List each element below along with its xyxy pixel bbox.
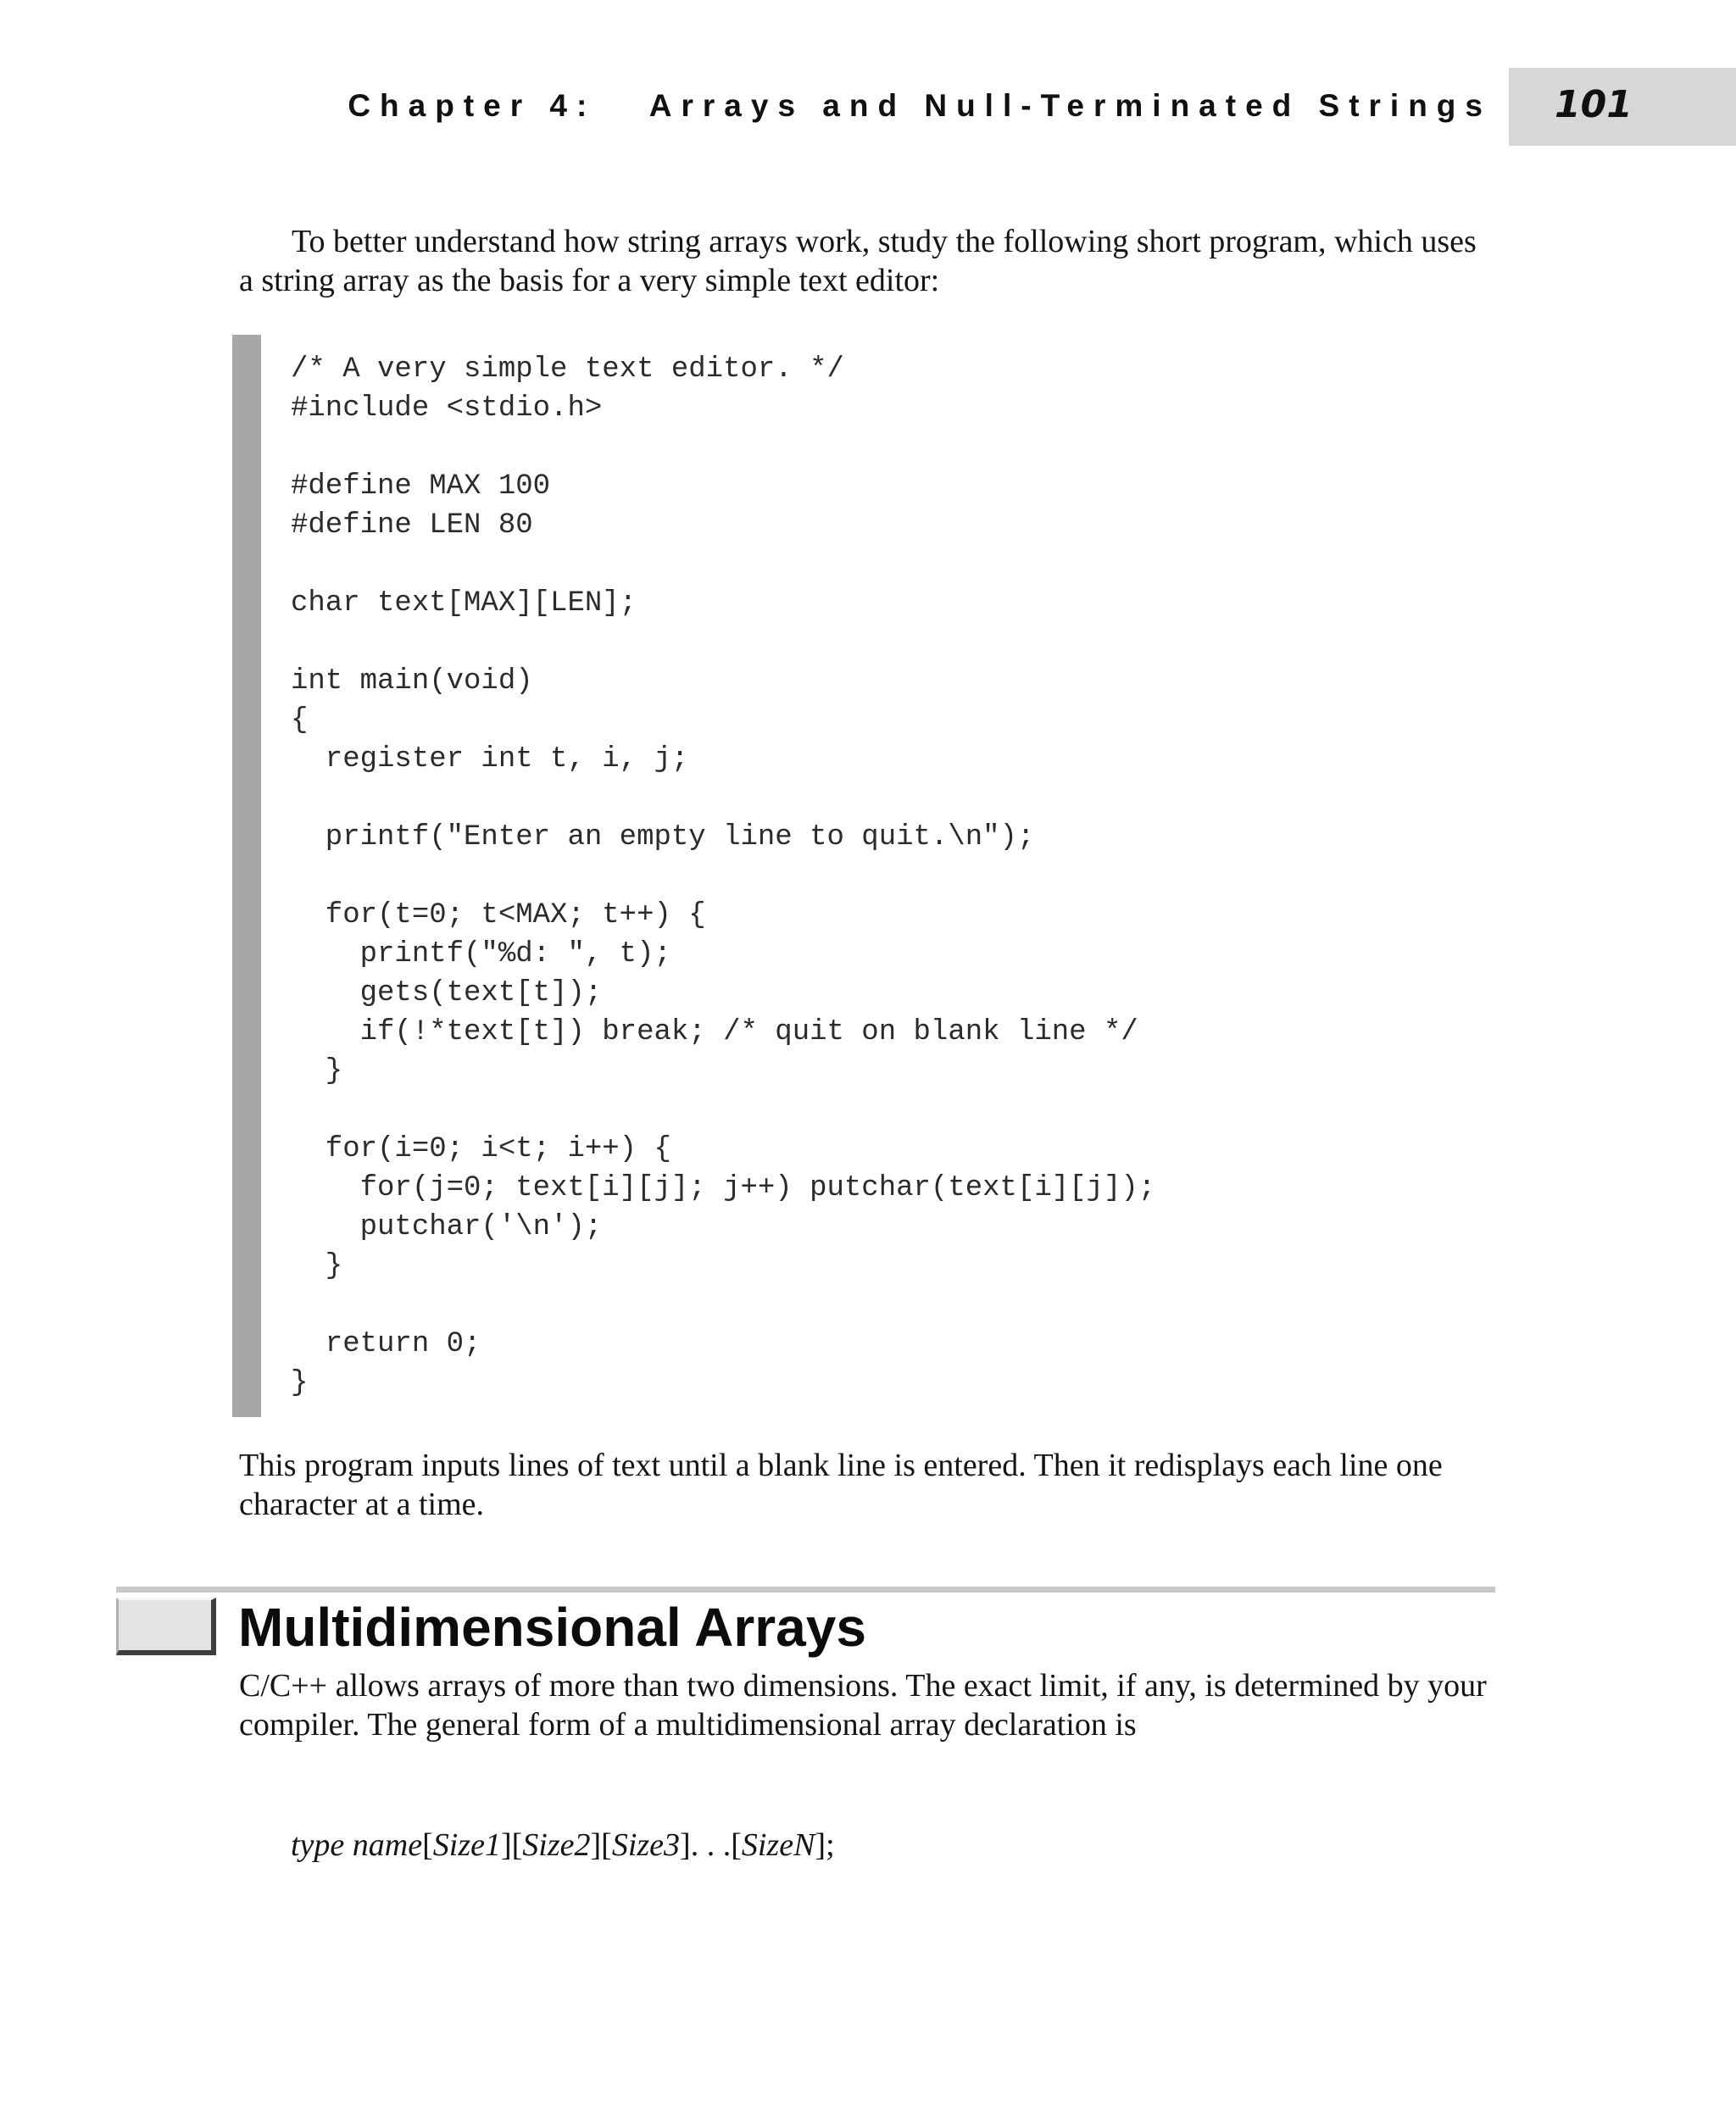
running-head (0, 68, 1509, 144)
syntax-bracket: ][ (590, 1827, 612, 1863)
syntax-name: name (352, 1827, 423, 1863)
section-divider (116, 1587, 1495, 1593)
syntax-type: type (291, 1827, 345, 1863)
section-marker-icon (116, 1598, 216, 1655)
syntax-size1: Size1 (432, 1827, 501, 1863)
page-number-tab (1509, 68, 1736, 146)
page-number: 101 (1555, 83, 1633, 126)
running-head-title: Chapter 4: Arrays and Null-Terminated Strings (348, 88, 1492, 123)
code-listing: /* A very simple text editor. */ #include <stdio.h> #define MAX 100 #define LEN 80 char text[MAX][LEN]; int main(void) { register int t, i, j; printf("Enter an empty line to quit.\n"); for(t=0; t<MAX; t++) { printf("%d: ", t); gets(text[t]); if(!*text[t]) break; /* quit on blank line */ } for(i=0; i<t; i++) { for(j=0; text[i][j]; j++) putchar(text[i][j]); putchar('\n'); } return 0; } (291, 353, 1156, 1399)
intro-paragraph: To better understand how string arrays work, study the following short program, which uses a string array as the basis for a very simple text editor: (239, 224, 1477, 298)
after-code-paragraph: This program inputs lines of text until a blank line is entered. Then it redisplays each line one character at a time. (239, 1448, 1443, 1522)
syntax-sizeN: SizeN (741, 1827, 815, 1863)
code-margin-bar (232, 335, 261, 1417)
syntax-size3: Size3 (611, 1827, 681, 1863)
declaration-syntax (291, 1826, 835, 1865)
section-paragraph: C/C++ allows arrays of more than two dimensions. The exact limit, if any, is determined by your compiler. The general form of a multidimensional array declaration is (239, 1668, 1487, 1743)
syntax-bracket: ][ (500, 1827, 523, 1863)
syntax-close: ]; (815, 1827, 835, 1863)
syntax-ellipsis: ]. . .[ (680, 1827, 742, 1863)
syntax-bracket: [ (422, 1827, 433, 1863)
section-heading: Multidimensional Arrays (238, 1597, 866, 1658)
syntax-size2: Size2 (522, 1827, 591, 1863)
